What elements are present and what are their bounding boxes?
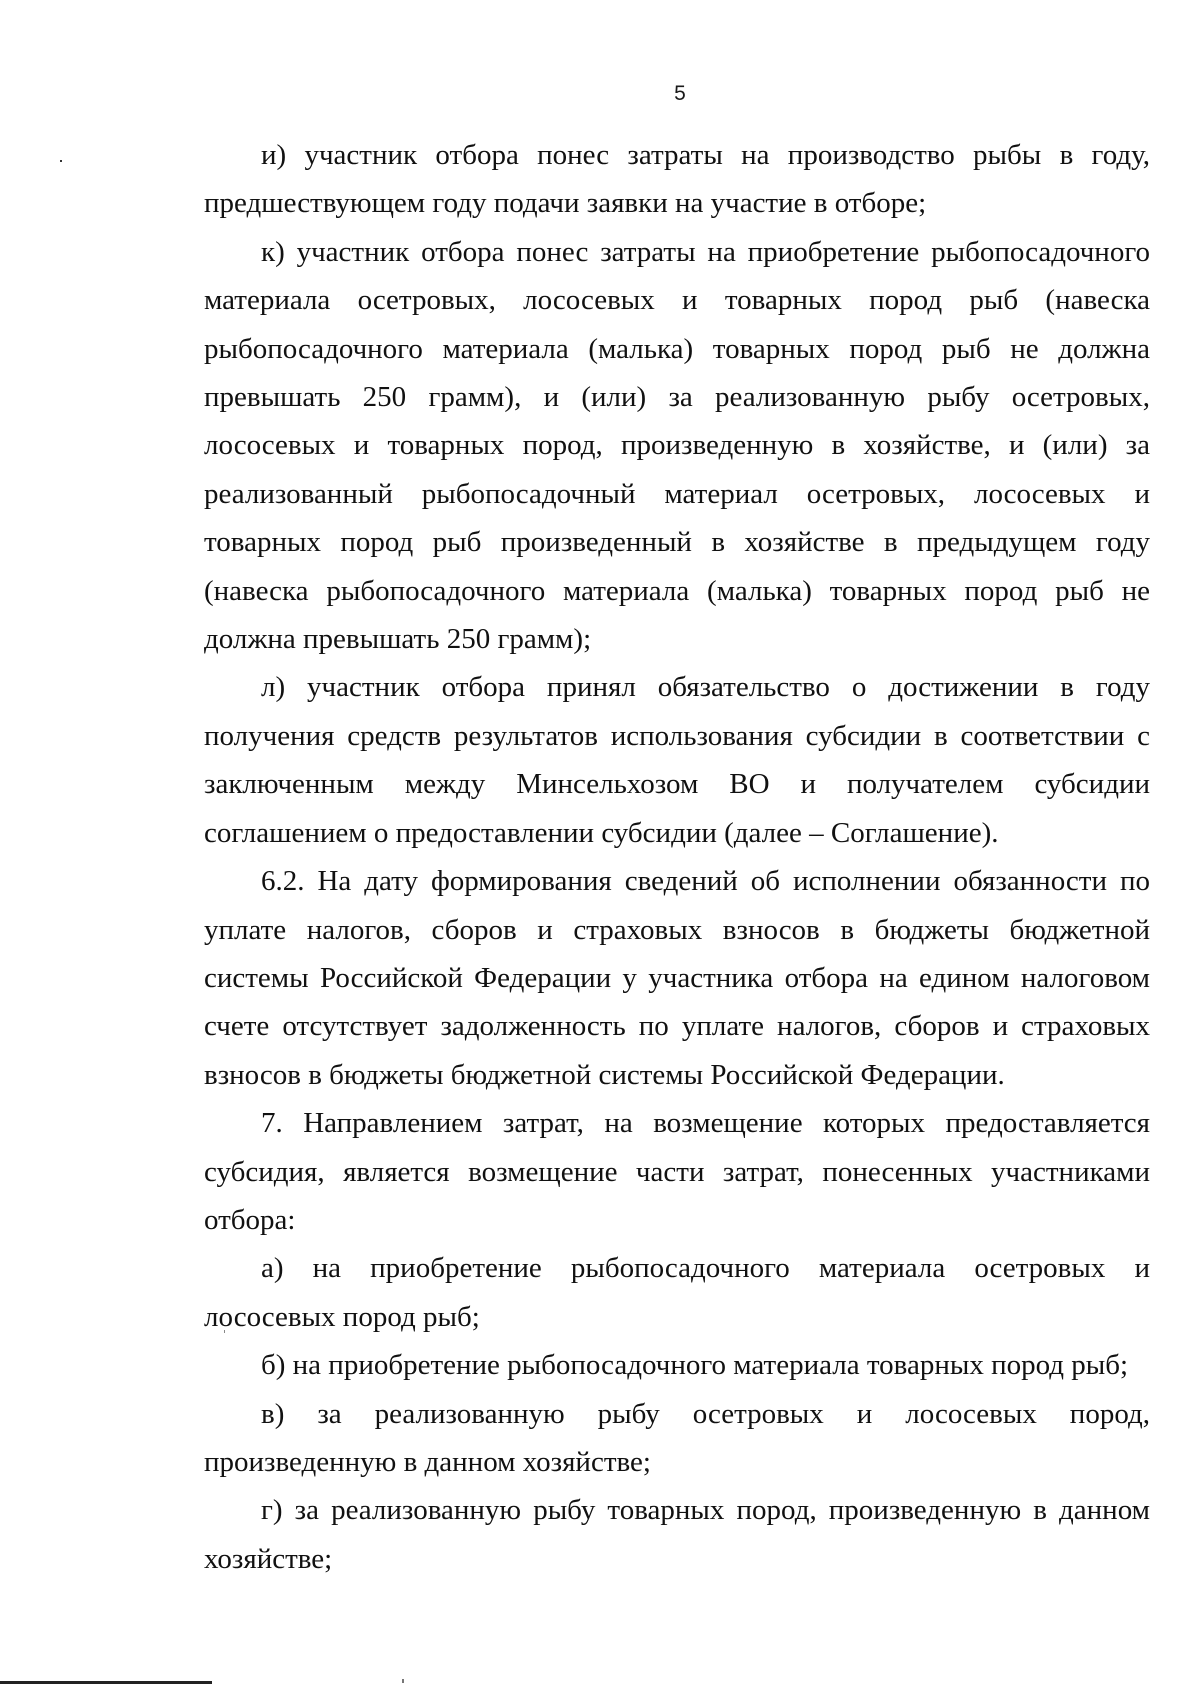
paragraph-i: и) участник отбора понес затраты на производство рыбы в году, предшествующем году подачи заявки на участие в отборе; bbox=[204, 139, 1150, 220]
paragraph-7: 7. Направлением затрат, на возмещение которых предоставляется субсидия, является возмещение части затрат, понесенных участниками отбора: bbox=[204, 1107, 1150, 1236]
paragraph-k: к) участник отбора понес затраты на приобретение рыбопосадочного материала осетровых, лососевых и товарных пород рыб (навеска рыбопосадочного материала (малька) товарных пород рыб не должна превышать 250 грамм), и (или) за реализованную рыбу осетровых, лососевых и товарных пород, произведенную в хозяйстве, и (или) за реализованный рыбопосадочный материал осетровых, лососевых и товарных пород рыб произведенный в хозяйстве в предыдущем году (навеска рыбопосадочного материала (малька) товарных пород рыб не должна превышать 250 грамм); bbox=[204, 235, 1150, 656]
paragraph-7-g: г) за реализованную рыбу товарных пород, произведенную в данном хозяйстве; bbox=[204, 1494, 1150, 1575]
paragraph-7-a: а) на приобретение рыбопосадочного материала осетровых и лососевых пород рыб; bbox=[204, 1252, 1150, 1333]
document-body bbox=[204, 131, 1150, 1583]
scan-artifact bbox=[402, 1679, 404, 1683]
scan-artifact bbox=[60, 160, 62, 162]
paragraph-l: л) участник отбора принял обязательство о достижении в году получения средств результатов использования субсидии в соответствии с заключенным между Минсельхозом ВО и получателем субсидии соглашением о предоставлении субсидии (далее – Соглашение). bbox=[204, 671, 1150, 849]
paragraph-6-2: 6.2. На дату формирования сведений об исполнении обязанности по уплате налогов, сборов и страховых взносов в бюджеты бюджетной системы Российской Федерации у участника отбора на едином налоговом счете отсутствует задолженность по уплате налогов, сборов и страховых взносов в бюджеты бюджетной системы Российской Федерации. bbox=[204, 865, 1150, 1091]
paragraph-7-v: в) за реализованную рыбу осетровых и лососевых пород, произведенную в данном хозяйстве; bbox=[204, 1397, 1150, 1478]
paragraph-7-b: б) на приобретение рыбопосадочного материала товарных пород рыб; bbox=[261, 1349, 1129, 1382]
scan-edge-line bbox=[0, 1681, 212, 1684]
page-number: 5 bbox=[674, 82, 686, 105]
